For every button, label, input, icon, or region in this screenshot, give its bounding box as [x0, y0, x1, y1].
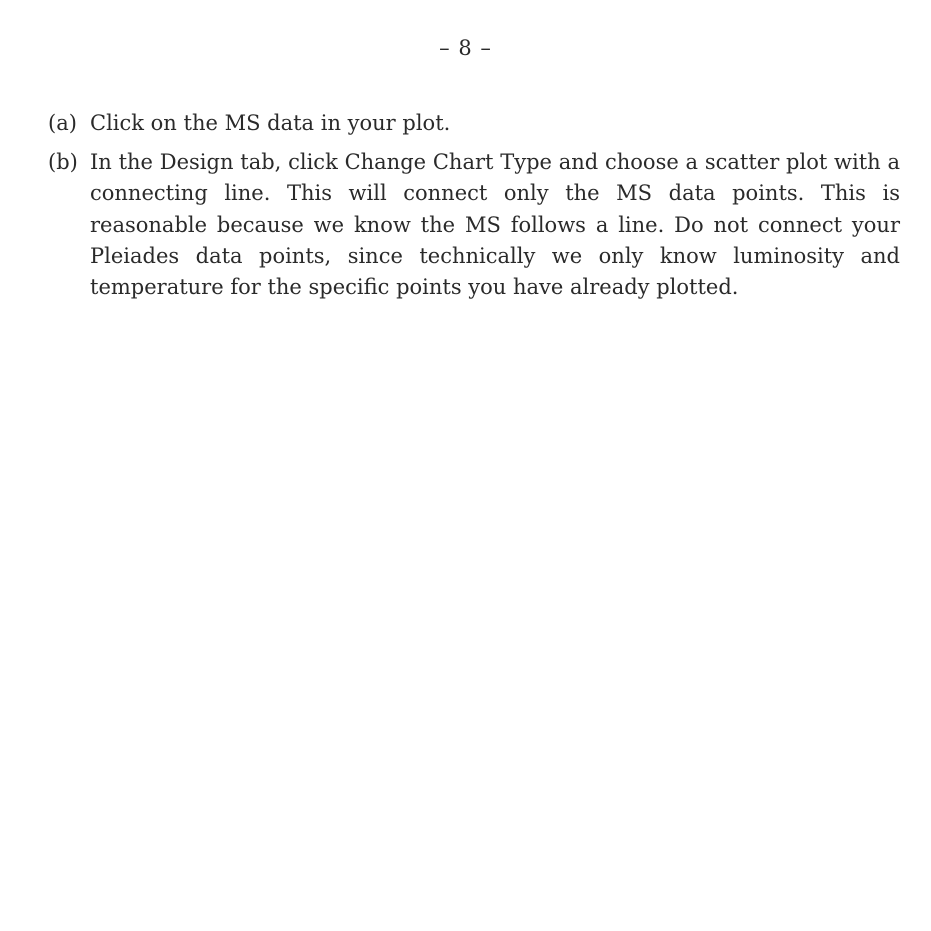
- item-text: In the Design tab, click Change Chart Type and choose a scatter plot with a connecting line. This will connect only the MS data points. This is reasonable because we know the MS follows a line. Do not connect your Pleiades data points, since technically we only know luminosity and temperature for the specific points you have already plotted.: [90, 150, 900, 300]
- item-marker: (b): [48, 150, 78, 175]
- list-item: [48, 108, 900, 139]
- list-item: [48, 147, 900, 303]
- instruction-list: [48, 108, 900, 311]
- page-number: – 8 –: [439, 36, 492, 60]
- item-text: Click on the MS data in your plot.: [90, 111, 451, 135]
- item-marker: (a): [48, 111, 77, 135]
